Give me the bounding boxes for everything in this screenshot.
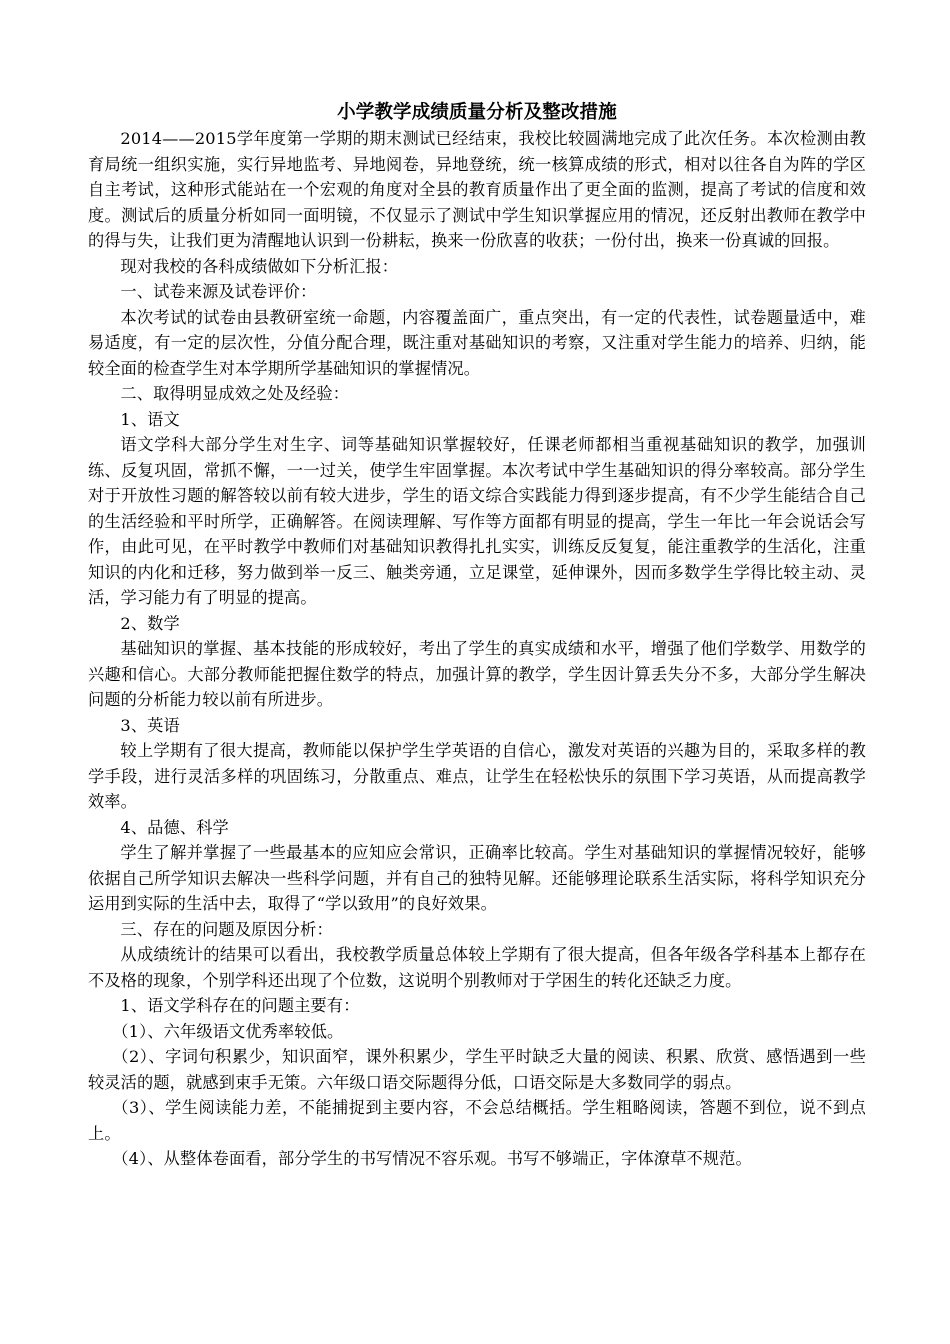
intro-paragraph: 2014——2015学年度第一学期的期末测试已经结束，我校比较圆满地完成了此次任务。本次检测由教育局统一组织实施，实行异地监考、异地阅卷，异地登统，统一核算成绩的形式，相对以往各自为阵的学区自主考试，这种形式能站在一个宏观的角度对全县的教育质量作出了更全面的监测，提高了考试的信度和效度。测试后的质量分析如同一面明镜，不仅显示了测试中学生知识掌握应用的情况，还反射出教师在教学中的得与失，让我们更为清醒地认识到一份耕耘，换来一份欣喜的收获；一份付出，换来一份真诚的回报。 <box>88 129 866 250</box>
chinese-heading: 1、语文 <box>120 409 180 429</box>
math-heading: 2、数学 <box>120 613 180 633</box>
english-heading: 3、英语 <box>120 715 180 735</box>
report-intro: 现对我校的各科成绩做如下分析汇报： <box>120 256 399 276</box>
section3-heading: 三、存在的问题及原因分析： <box>120 919 333 939</box>
math-body: 基础知识的掌握、基本技能的形成较好，考出了学生的真实成绩和水平，增强了他们学数学、用数学的兴趣和信心。大部分教师能把握住数学的特点，加强计算的教学，学生因计算丢失分不多，大部分学生解决问题的分析能力较以前有所进步。 <box>88 639 866 709</box>
problem-item-1: （1）、六年级语文优秀率较低。 <box>112 1021 344 1041</box>
moral-science-body: 学生了解并掌握了一些最基本的应知应会常识，正确率比较高。学生对基础知识的掌握情况较好，能够依据自己所学知识去解决一些科学问题，并有自己的独特见解。还能够理论联系生活实际，将科学知识充分运用到实际的生活中去，取得了“学以致用”的良好效果。 <box>88 843 866 913</box>
section3-body: 从成绩统计的结果可以看出，我校教学质量总体较上学期有了很大提高，但各年级各学科基本上都存在不及格的现象，个别学科还出现了个位数，这说明个别教师对于学困生的转化还缺乏力度。 <box>88 945 866 990</box>
section1-heading: 一、试卷来源及试卷评价： <box>120 282 317 301</box>
section2-heading: 二、取得明显成效之处及经验： <box>120 384 350 403</box>
chinese-problems-heading: 1、语文学科存在的问题主要有： <box>120 996 360 1015</box>
document-page <box>88 100 866 1172</box>
problem-item-4: （4）、从整体卷面看，部分学生的书写情况不容乐观。书写不够端正，字体潦草不规范。 <box>112 1149 752 1168</box>
moral-science-heading: 4、品德、科学 <box>120 817 229 837</box>
english-body: 较上学期有了很大提高，教师能以保护学生学英语的自信心，激发对英语的兴趣为目的，采取多样的教学手段，进行灵活多样的巩固练习，分散重点、难点，让学生在轻松快乐的氛围下学习英语，从而提高教学效率。 <box>88 741 866 811</box>
problem-item-2: （2）、字词句积累少，知识面窄，课外积累少，学生平时缺乏大量的阅读、积累、欣赏、感悟遇到一些较灵活的题，就感到束手无策。六年级口语交际题得分低，口语交际是大多数同学的弱点。 <box>88 1047 866 1092</box>
problem-item-3: （3）、学生阅读能力差，不能捕捉到主要内容，不会总结概括。学生粗略阅读，答题不到位，说不到点上。 <box>88 1098 866 1143</box>
document-title: 小学教学成绩质量分析及整改措施 <box>337 102 617 123</box>
section1-body: 本次考试的试卷由县教研室统一命题，内容覆盖面广，重点突出，有一定的代表性，试卷题量适中，难易适度，有一定的层次性，分值分配合理，既注重对基础知识的考察，又注重对学生能力的培养、归纳，能较全面的检查学生对本学期所学基础知识的掌握情况。 <box>88 307 866 378</box>
chinese-body: 语文学科大部分学生对生字、词等基础知识掌握较好，任课老师都相当重视基础知识的教学，加强训练、反复巩固，常抓不懈，一一过关，使学生牢固掌握。本次考试中学生基础知识的得分率较高。部分学生对于开放性习题的解答较以前有较大进步，学生的语文综合实践能力得到逐步提高，有不少学生能结合自己的生活经验和平时所学，正确解答。在阅读理解、写作等方面都有明显的提高，学生一年比一年会说话会写作，由此可见，在平时教学中教师们对基础知识教得扎扎实实，训练反反复复，能注重教学的生活化，注重知识的内化和迁移，努力做到举一反三、触类旁通，立足课堂，延伸课外，因而多数学生学得比较主动、灵活，学习能力有了明显的提高。 <box>88 435 866 607</box>
